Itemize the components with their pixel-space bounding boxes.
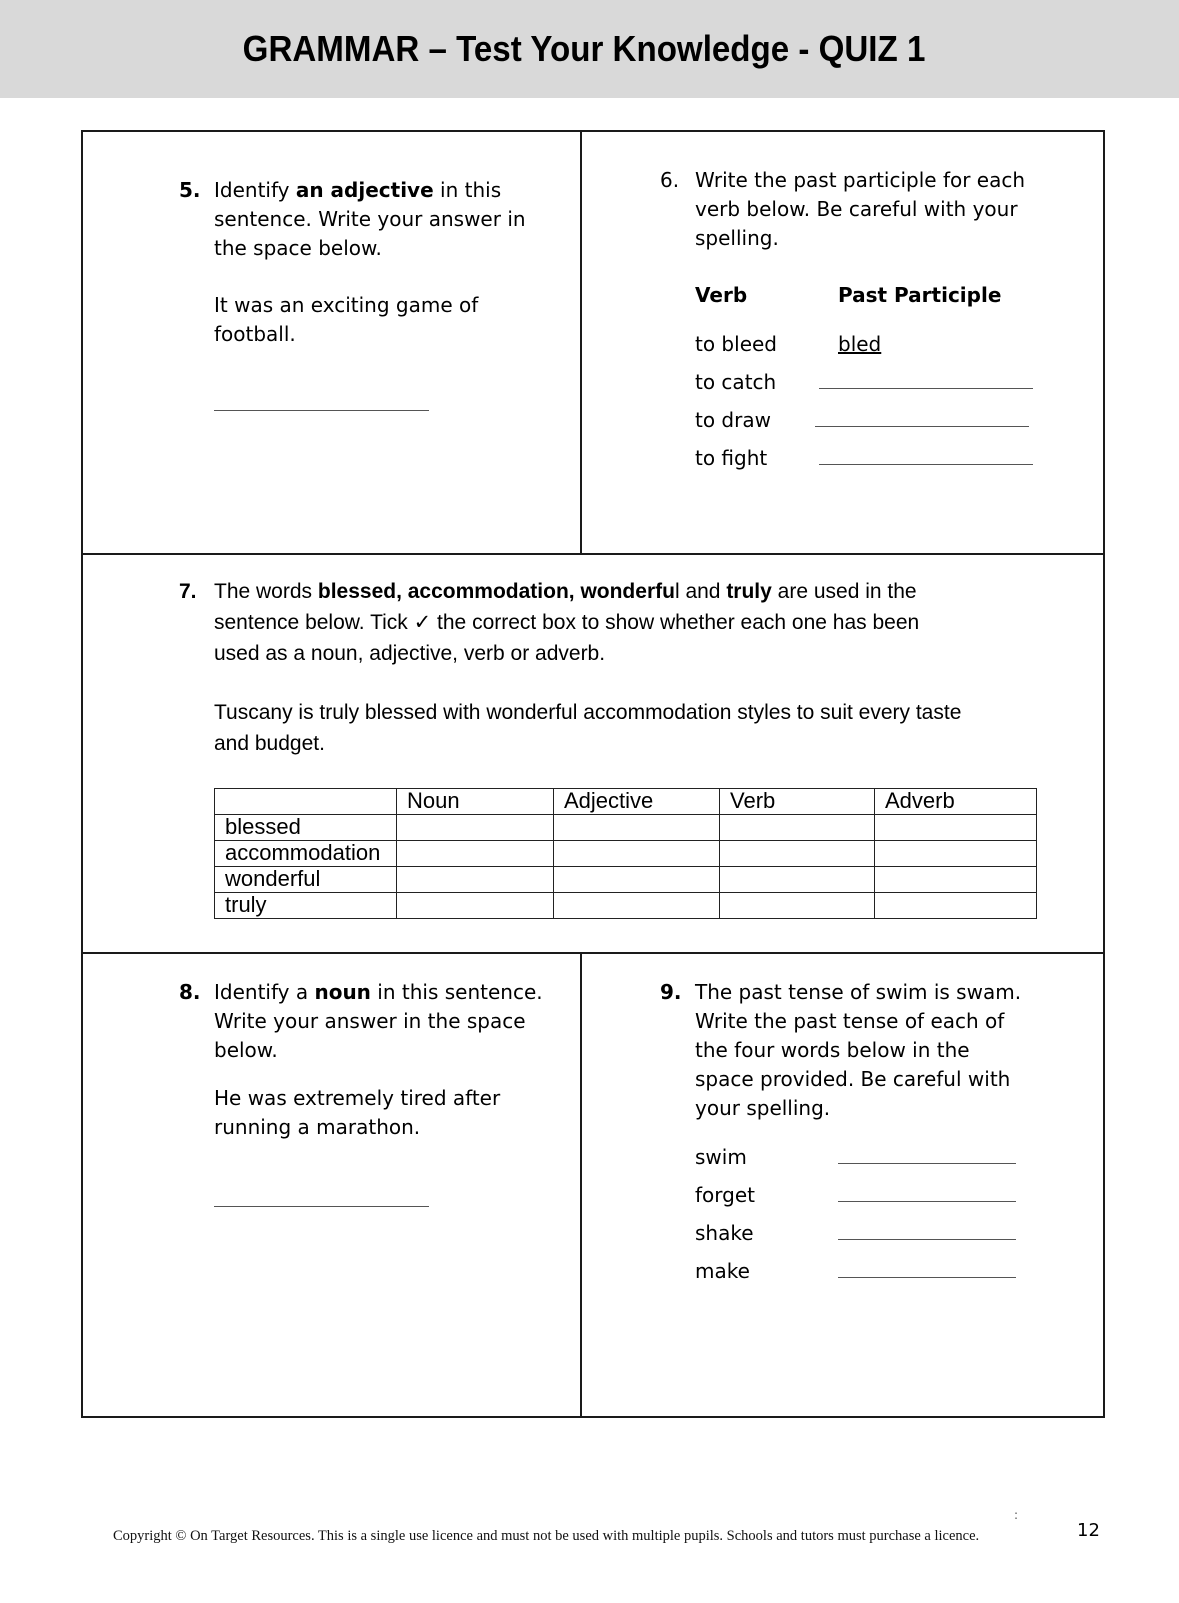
tick-box-verb[interactable] (720, 815, 875, 841)
answer-blank[interactable] (838, 1277, 1016, 1278)
tick-box-verb[interactable] (720, 841, 875, 867)
question-5-prompt-line: sentence. Write your answer in (214, 207, 526, 231)
question-8-sentence: running a marathon. (214, 1115, 421, 1139)
question-number: 7. (179, 580, 197, 603)
word-label: swim (695, 1145, 747, 1169)
word-row (695, 1219, 1060, 1257)
verb-row (695, 406, 1060, 444)
table-header-adverb: Adverb (875, 789, 1037, 815)
tick-box-noun[interactable] (397, 893, 554, 919)
question-7-prompt-line: sentence below. Tick ✓ the correct box to show whether each one has been (214, 611, 920, 634)
question-6-prompt-line: verb below. Be careful with your (695, 197, 1018, 221)
question-8-sentence: He was extremely tired after (214, 1086, 501, 1110)
verb-row (695, 330, 1060, 368)
question-9-prompt-line: space provided. Be careful with (695, 1067, 1011, 1091)
tick-box-verb[interactable] (720, 893, 875, 919)
table-header-verb: Verb (720, 789, 875, 815)
column-header-past-participle: Past Participle (838, 283, 1002, 307)
verb-label: to catch (695, 370, 777, 394)
word-cell: wonderful (215, 867, 397, 893)
page-header (0, 0, 1179, 98)
question-5-sentence: football. (214, 322, 296, 346)
tick-box-adverb[interactable] (875, 815, 1037, 841)
word-label: make (695, 1259, 750, 1283)
verb-row (695, 368, 1060, 406)
tick-box-adverb[interactable] (875, 841, 1037, 867)
question-7-prompt: The words blessed, accommodation, wonderful and truly are used in the (214, 580, 917, 603)
question-9-prompt-line: the four words below in the (695, 1038, 970, 1062)
tick-box-adjective[interactable] (554, 893, 720, 919)
question-7-sentence: Tuscany is truly blessed with wonderful accommodation styles to suit every taste (214, 701, 962, 724)
word-row (695, 1143, 1060, 1181)
word-cell: blessed (215, 815, 397, 841)
page-number: 12 (1077, 1520, 1100, 1541)
word-row (695, 1257, 1060, 1295)
table-row (215, 841, 1037, 867)
word-cell: truly (215, 893, 397, 919)
answer-blank[interactable] (815, 426, 1029, 427)
grid-divider-bottom-col (580, 952, 582, 1418)
tick-box-adjective[interactable] (554, 867, 720, 893)
answer-blank[interactable] (214, 1206, 429, 1207)
question-7-sentence: and budget. (214, 732, 325, 755)
page-title: GRAMMAR – Test Your Knowledge - QUIZ 1 (243, 28, 926, 69)
word-label: forget (695, 1183, 755, 1207)
question-6-prompt-line: spelling. (695, 226, 779, 250)
copyright-notice: Copyright © On Target Resources. This is a single use licence and must not be used with multiple pupils. Schools and tutors must purchase a licence. (113, 1528, 980, 1544)
question-7-prompt-line: used as a noun, adjective, verb or adverb. (214, 642, 606, 665)
tick-box-adverb[interactable] (875, 893, 1037, 919)
parts-of-speech-table (214, 788, 1037, 919)
question-8-prompt: Identify a noun in this sentence. (214, 980, 543, 1004)
question-8 (179, 978, 569, 1215)
tick-box-noun[interactable] (397, 867, 554, 893)
word-cell: accommodation (215, 841, 397, 867)
table-header-cell (215, 789, 397, 815)
tick-box-verb[interactable] (720, 867, 875, 893)
verb-row (695, 444, 1060, 482)
question-6 (660, 166, 1060, 482)
question-5 (179, 176, 559, 419)
verb-label: to draw (695, 408, 771, 432)
footer-mark: : (1014, 1508, 1019, 1522)
verb-label: to fight (695, 446, 768, 470)
answer-blank[interactable] (838, 1163, 1016, 1164)
question-9-prompt-line: Write the past tense of each of (695, 1009, 1005, 1033)
answer-blank[interactable] (838, 1201, 1016, 1202)
answer-blank[interactable] (214, 410, 429, 411)
question-5-prompt: Identify an adjective in this (214, 178, 502, 202)
column-header-verb: Verb (695, 283, 748, 307)
table-row (215, 867, 1037, 893)
question-number: 8. (179, 980, 201, 1004)
word-row (695, 1181, 1060, 1219)
answer-blank[interactable] (819, 464, 1033, 465)
tick-box-noun[interactable] (397, 841, 554, 867)
grid-divider-row-1 (81, 553, 1105, 555)
question-number: 5. (179, 178, 201, 202)
tick-box-noun[interactable] (397, 815, 554, 841)
question-8-prompt-line: Write your answer in the space (214, 1009, 526, 1033)
verb-label: to bleed (695, 332, 777, 356)
word-label: shake (695, 1221, 754, 1245)
question-9-prompt-line: your spelling. (695, 1096, 831, 1120)
table-header-noun: Noun (397, 789, 554, 815)
table-row (215, 893, 1037, 919)
question-8-prompt-line: below. (214, 1038, 278, 1062)
verb-table-header (695, 281, 1060, 310)
answer-blank[interactable] (819, 388, 1033, 389)
table-row (215, 815, 1037, 841)
tick-box-adjective[interactable] (554, 815, 720, 841)
tick-box-adjective[interactable] (554, 841, 720, 867)
question-9 (660, 978, 1060, 1295)
example-answer: bled (838, 332, 882, 356)
table-header-row (215, 789, 1037, 815)
question-number: 6. (660, 168, 680, 192)
grid-divider-row-2 (81, 952, 1105, 954)
question-number: 9. (660, 980, 682, 1004)
grid-divider-top-col (580, 130, 582, 554)
question-9-prompt: The past tense of swim is swam. (695, 980, 1022, 1004)
question-5-prompt-line: the space below. (214, 236, 382, 260)
question-5-sentence: It was an exciting game of (214, 293, 479, 317)
tick-box-adverb[interactable] (875, 867, 1037, 893)
table-header-adjective: Adjective (554, 789, 720, 815)
answer-blank[interactable] (838, 1239, 1016, 1240)
question-7 (179, 576, 1059, 759)
question-6-prompt: Write the past participle for each (695, 168, 1026, 192)
